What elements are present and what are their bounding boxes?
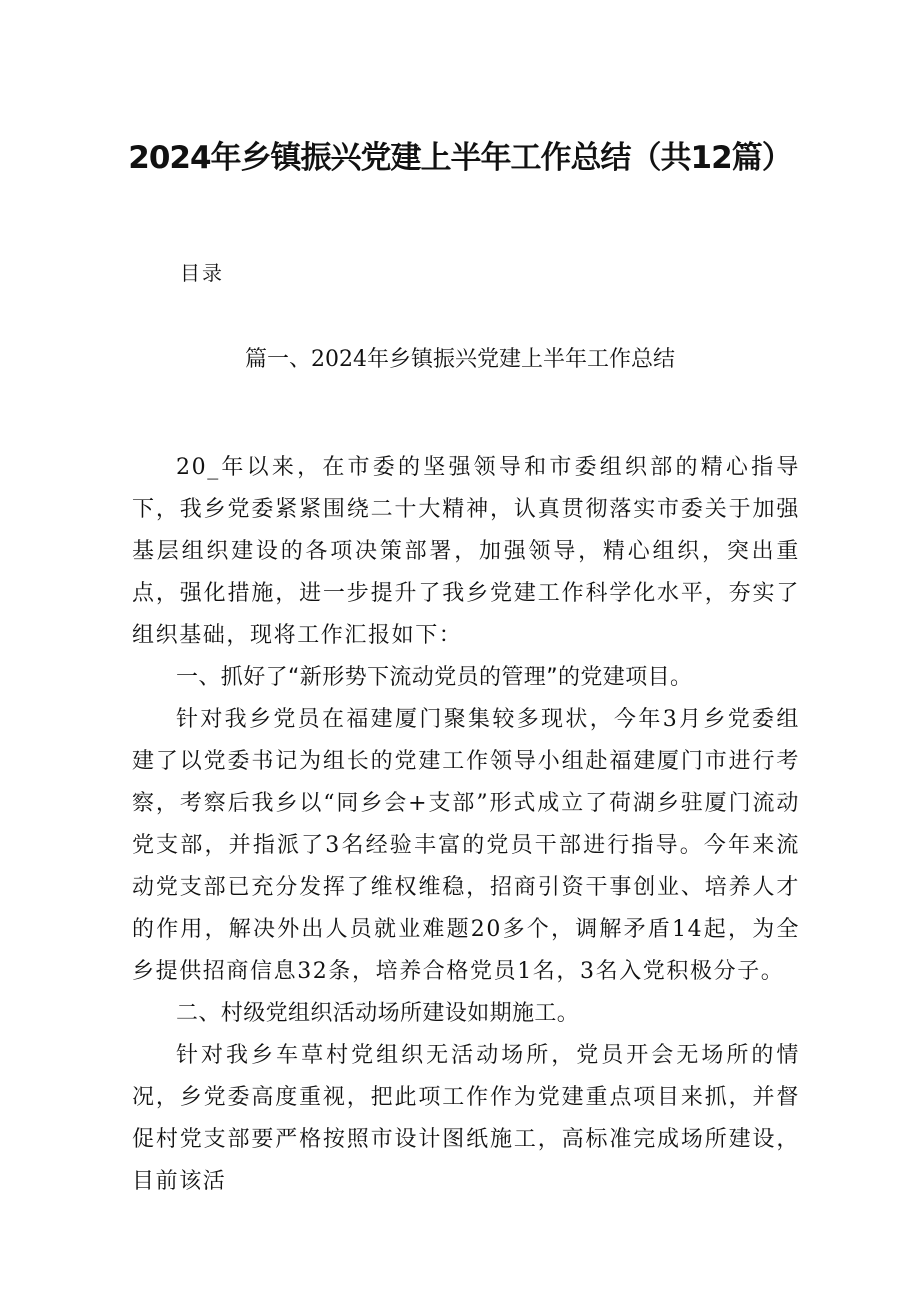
- body-paragraph: 针对我乡车草村党组织无活动场所，党员开会无场所的情况，乡党委高度重视，把此项工作作为党建重点项目来抓，并督促村党支部要严格按照市设计图纸施工，高标准完成场所建设，目前该活: [132, 1043, 800, 1194]
- body-paragraph: 针对我乡党员在福建厦门聚集较多现状，今年3月乡党委组建了以党委书记为组长的党建工作领导小组赴福建厦门市进行考察，考察后我乡以“同乡会+支部”形式成立了荷湖乡驻厦门流动党支部，并指派了3名经验丰富的党员干部进行指导。今年来流动党支部已充分发挥了维权维稳，招商引资干事创业、培养人才的作用，解决外出人员就业难题20多个，调解矛盾14起，为全乡提供招商信息32条，培养合格党员1名，3名入党积极分子。: [132, 707, 800, 984]
- subheading-two: 二、村级党组织活动场所建设如期施工。: [176, 1001, 580, 1026]
- document-body: [132, 447, 800, 1203]
- section-heading: 篇一、2024年乡镇振兴党建上半年工作总结: [245, 347, 675, 372]
- intro-paragraph: 20_年以来，在市委的坚强领导和市委组织部的精心指导下，我乡党委紧紧围绕二十大精神，认真贯彻落实市委关于加强基层组织建设的各项决策部署，加强领导，精心组织，突出重点，强化措施，进一步提升了我乡党建工作科学化水平，夯实了组织基础，现将工作汇报如下：: [132, 455, 800, 648]
- subheading-one: 一、抓好了“新形势下流动党员的管理”的党建项目。: [176, 665, 693, 690]
- table-of-contents-label: 目录: [180, 261, 224, 285]
- document-title: 2024年乡镇振兴党建上半年工作总结（共12篇）: [128, 140, 792, 176]
